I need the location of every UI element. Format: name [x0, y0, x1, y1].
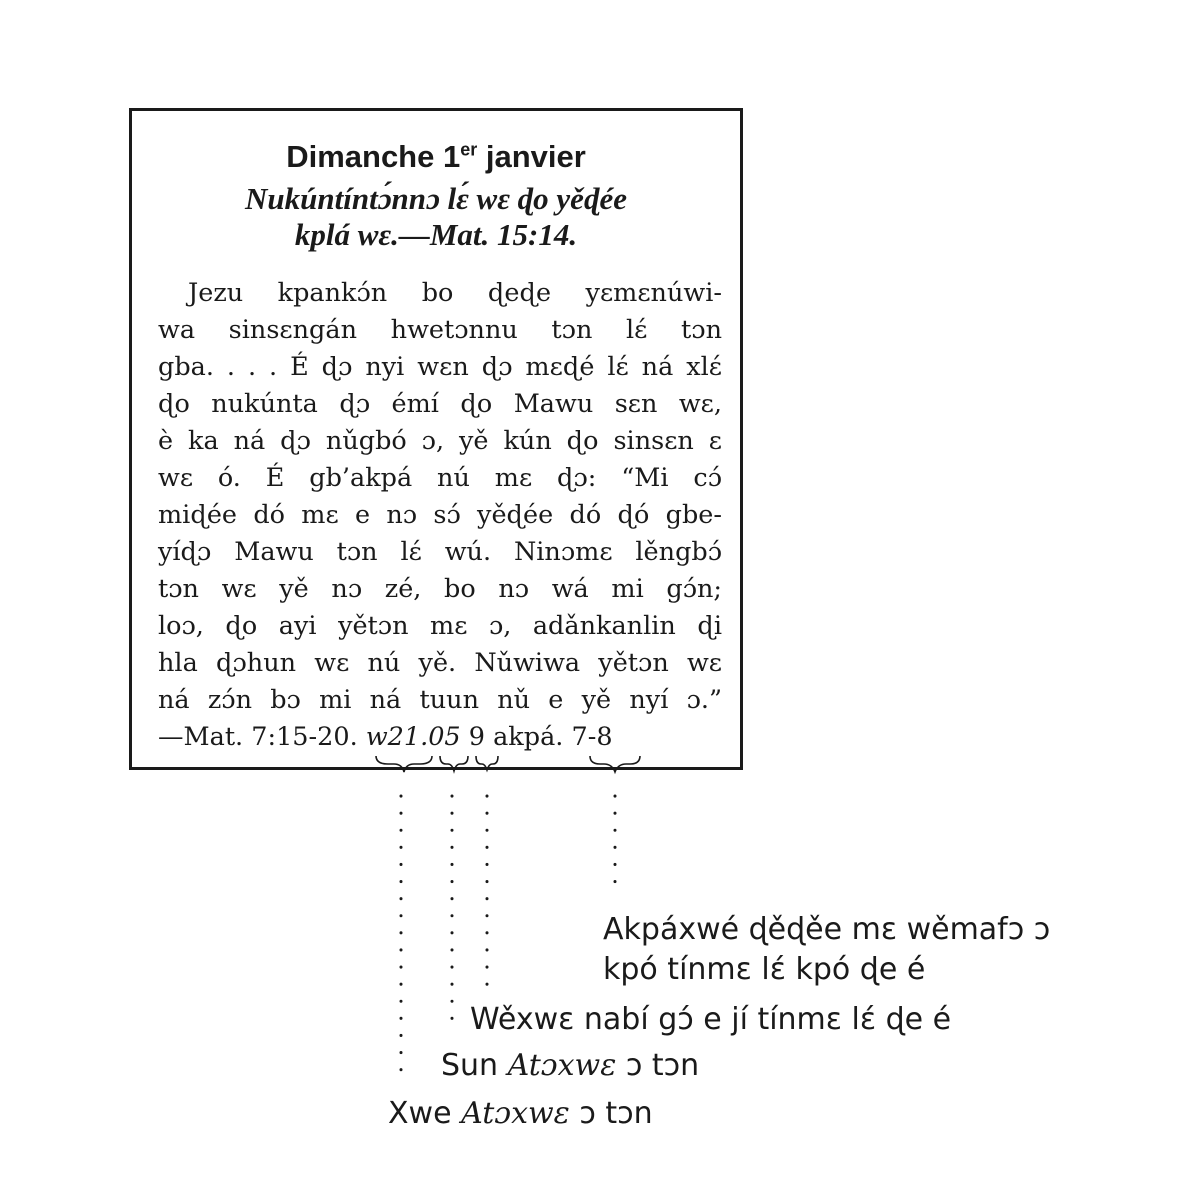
body-line: hla ɖɔhun wɛ nú yě. Nǔwiwa yětɔn wɛ [158, 648, 722, 678]
body-line: Jezu kpankɔ́n bo ɖeɖe yɛmɛnúwi- [188, 278, 722, 308]
label-year-prefix: Xwe [388, 1096, 462, 1131]
date-heading-main: Dimanche 1 [286, 139, 461, 174]
label-year [388, 1094, 653, 1134]
brace-year [376, 756, 432, 772]
label-issue-italic: Atɔxwɛ [507, 1048, 617, 1083]
body-line: ná zɔ́n bɔ mi ná tuun nǔ e yě nyí ɔ.” [158, 685, 722, 715]
date-heading-end: janvier [477, 139, 586, 174]
date-heading-sup: er [460, 139, 478, 160]
body-line: gba. . . . É ɖɔ nyi wɛn ɖɔ mɛɖé lɛ́ ná xlɛ́ [158, 352, 722, 382]
body-line: ɖo nukúnta ɖɔ émí ɖo Mawu sɛn wɛ, [158, 389, 722, 419]
brace-issue [440, 756, 468, 771]
body-line: miɖée dó mɛ e nɔ sɔ́ yěɖée dó ɖó gbe- [158, 500, 722, 530]
paragraph-numbers: 7-8 [571, 722, 613, 752]
theme-line: Nukúntíntɔ́nnɔ lɛ́ wɛ ɖo yěɖée [245, 181, 627, 216]
brace-paragraphs [590, 756, 640, 772]
paragraph-word: akpá. [493, 722, 564, 752]
label-paragraphs-line: Akpáxwé ɖěɖěe mɛ wěmafɔ ɔ [603, 912, 1051, 947]
scripture-reference: —Mat. 7:15-20. [158, 722, 358, 752]
label-issue [441, 1046, 699, 1086]
body-line: tɔn wɛ yě nɔ zé, bo nɔ wá mi gɔ́n; [158, 574, 722, 604]
publication-code: w21.05 [365, 722, 461, 752]
label-issue-suffix: ɔ tɔn [616, 1048, 700, 1083]
theme-line: kplá wɛ.—Mat. 15:14. [294, 217, 578, 252]
body-line: wɛ ó. É gb’akpá nú mɛ ɖɔ: “Mi cɔ́ [158, 463, 722, 493]
label-year-suffix: ɔ tɔn [569, 1096, 653, 1131]
body-line: yíɖɔ Mawu tɔn lɛ́ wú. Ninɔmɛ lěngbɔ́ [158, 537, 722, 567]
body-line: loɔ, ɖo ayi yětɔn mɛ ɔ, adǎnkanlin ɖi [158, 611, 722, 641]
body-line: è ka ná ɖɔ nǔgbó ɔ, yě kún ɖo sinsɛn ɛ [158, 426, 722, 456]
label-issue-prefix: Sun [441, 1048, 508, 1083]
page-number: 9 [468, 722, 485, 752]
label-page: Wěxwɛ nabí gɔ́ e jí tínmɛ lɛ́ ɖe é [470, 1002, 952, 1037]
body-line: wa sinsɛngán hwetɔnnu tɔn lɛ́ tɔn [158, 315, 722, 345]
label-paragraphs [603, 910, 1050, 990]
brace-page [476, 756, 498, 770]
label-year-italic: Atɔxwɛ [461, 1096, 570, 1131]
label-paragraphs-line: kpó tínmɛ lɛ́ kpó ɖe é [603, 952, 926, 987]
